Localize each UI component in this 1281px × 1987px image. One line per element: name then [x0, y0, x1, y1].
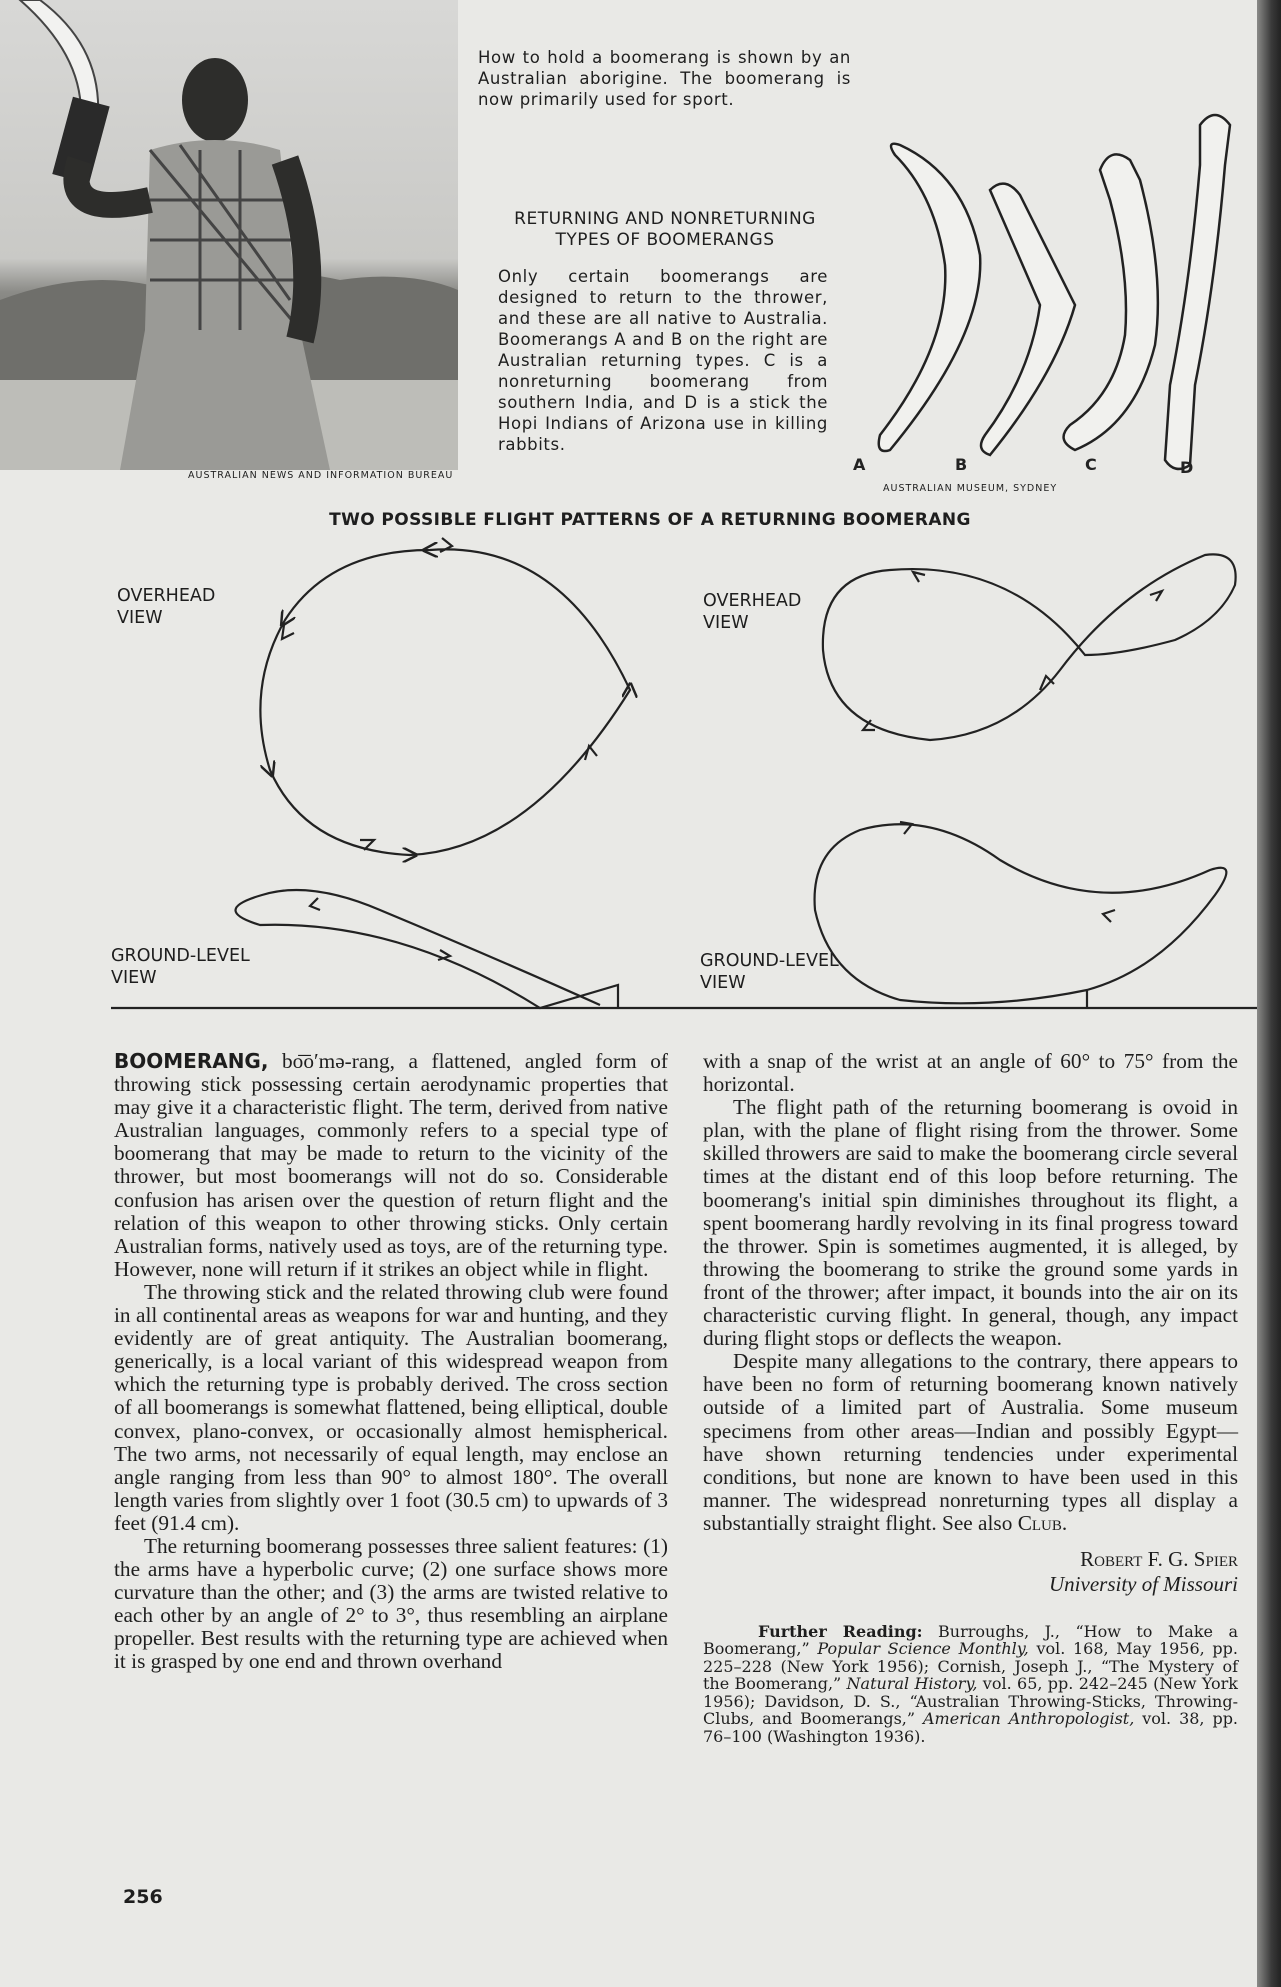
- boomerang-d: [1165, 115, 1230, 469]
- page-number: 256: [123, 1886, 163, 1908]
- label-c: C: [1085, 455, 1097, 474]
- label-line: VIEW: [111, 968, 157, 988]
- further-reading-label: Further Reading:: [758, 1621, 923, 1641]
- types-heading: [490, 209, 840, 251]
- label-a: A: [853, 455, 866, 474]
- types-caption: Only certain boomerangs are designed to return to the thrower, and these are all native to Australia. Boomerangs A and B on the right are Australian returning types. C is a nonreturning boomerang from southern India, and D is a stick the Hopi Indians of Arizona use in killing rabbits.: [498, 267, 828, 454]
- paragraph-text: a flattened, angled form of throwing stick possessing certain aerodynamic properties that may give it a characteristic flight. The term, derived from native Australian languages, commonly refers to a special type of boomerang that may be made to return to the vicinity of the thrower, but most boomerangs will not do so. Considerable confusion has arisen over the question of return flight and the relation of this weapon to other throwing sticks. Only certain Australian forms, natively used as toys, are of the returning type. However, none will return if it strikes an object while in flight.: [114, 1049, 668, 1281]
- affiliation: University of Missouri: [1049, 1571, 1238, 1596]
- page-edge-shadow: [1257, 0, 1281, 1987]
- headword: BOOMERANG,: [114, 1049, 269, 1073]
- label-line: GROUND-LEVEL: [111, 946, 250, 966]
- boomerang-a: [879, 144, 981, 451]
- journal: Popular Science Monthly,: [817, 1639, 1029, 1659]
- photo-caption: How to hold a boomerang is shown by an Australian aborigine. The boomerang is now primarily used for sport.: [478, 48, 851, 109]
- article-right-column: [703, 1050, 1238, 1745]
- paragraph: [703, 1350, 1238, 1535]
- ground-path-2: [815, 824, 1227, 1008]
- museum-credit: AUSTRALIAN MUSEUM, SYDNEY: [883, 483, 1058, 494]
- label-line: OVERHEAD: [703, 591, 802, 611]
- reference: Burroughs, J., “How to Make a Boomerang,”: [703, 1621, 1238, 1659]
- overhead-path-2: [823, 554, 1236, 740]
- ground-path-1: [235, 890, 618, 1008]
- types-heading-line2: TYPES OF BOOMERANGS: [555, 230, 775, 250]
- aborigine-photo: [0, 0, 458, 470]
- further-reading: [703, 1623, 1238, 1746]
- label-line: VIEW: [700, 973, 746, 993]
- label-line: OVERHEAD: [117, 586, 216, 606]
- label-b: B: [955, 455, 968, 474]
- see-also-link[interactable]: Club.: [1017, 1510, 1068, 1535]
- boomerang-b: [981, 184, 1075, 455]
- paragraph: The returning boomerang possesses three salient features: (1) the arms have a hyperbolic curve; (2) one surface shows more curvature than the other; and (3) the arms are twisted relative to each other by an angle of 2° to 3°, thus resembling an airplane propeller. Best results with the returning type are achieved when it is grasped by one end and thrown overhand: [114, 1533, 668, 1674]
- photo-credit: AUSTRALIAN NEWS AND INFORMATION BUREAU: [188, 470, 454, 481]
- article-left-column: [114, 1050, 668, 1674]
- journal: American Anthropologist,: [923, 1709, 1135, 1729]
- photo-illustration: [0, 0, 458, 470]
- label-d: D: [1180, 458, 1194, 477]
- journal: Natural History,: [846, 1674, 978, 1694]
- paragraph: with a snap of the wrist at an angle of 60° to 75° from the horizontal.: [703, 1049, 1238, 1097]
- signature: [703, 1547, 1238, 1597]
- reference: vol. 168, May 1956, pp. 225–228 (New York 1956); Cornish, Joseph J., “The Mystery of the Boomerang,”: [703, 1639, 1238, 1694]
- label-line: VIEW: [703, 613, 749, 633]
- label-line: VIEW: [117, 608, 163, 628]
- boomerang-types-illustration: [855, 105, 1255, 485]
- pronunciation: bo͞o′mə-rang,: [282, 1049, 395, 1073]
- paragraph: The flight path of the returning boomerang is ovoid in plan, with the plane of flight rising from the thrower. Some skilled throwers are said to make the boomerang circle several times at the distant end of this loop before returning. The boomerang's initial spin diminishes throughout its flight, a spent boomerang hardly revolving in its final progress toward the thrower. Spin is sometimes augmented, it is alleged, by throwing the boomerang to strike the ground some yards in front of the thrower; after impact, it bounds into the air on its characteristic curving flight. In general, though, any impact during flight stops or deflects the weapon.: [703, 1095, 1238, 1351]
- label-line: GROUND-LEVEL: [700, 951, 839, 971]
- boomerang-c: [1064, 154, 1158, 450]
- paragraph: The throwing stick and the related throwing club were found in all continental areas as weapons for war and hunting, and they evidently are of great antiquity. The Australian boomerang, generically, is a local variant of this widespread weapon from which the returning type is probably derived. The cross section of all boomerangs is somewhat flattened, being elliptical, double convex, plano-convex, or occasionally almost hemispherical. The two arms, not necessarily of equal length, may enclose an angle ranging from less than 90° to almost 180°. The overall length varies from slightly over 1 foot (30.5 cm) to upwards of 3 feet (91.4 cm).: [114, 1279, 668, 1535]
- flight-arrows: [282, 538, 1162, 960]
- reference: vol. 38, pp. 76–100 (Washington 1936).: [703, 1709, 1239, 1746]
- author: Robert F. G. Spier: [1080, 1546, 1238, 1571]
- overhead-path-1: [260, 549, 630, 855]
- paragraph-text: Despite many allegations to the contrary, there appears to have been no form of returning boomerang known natively outside of a limited part of Australia. Some museum specimens from other areas—Indian and possibly Egypt—have shown returning tendencies under experimental conditions, but none are known to have been used in this manner. The widespread nonreturning types all display a substantially straight flight. See also: [703, 1349, 1238, 1535]
- reference: vol. 65, pp. 242–245 (New York 1956); Davidson, D. S., “Australian Throwing-Sticks, Throwing-Clubs, and Boomerangs,”: [703, 1674, 1238, 1729]
- paragraph: [114, 1050, 668, 1281]
- flight-pattern-diagrams: [0, 530, 1281, 1020]
- types-heading-line1: RETURNING AND NONRETURNING: [514, 209, 816, 229]
- flight-patterns-heading: TWO POSSIBLE FLIGHT PATTERNS OF A RETURNING BOOMERANG: [329, 510, 971, 530]
